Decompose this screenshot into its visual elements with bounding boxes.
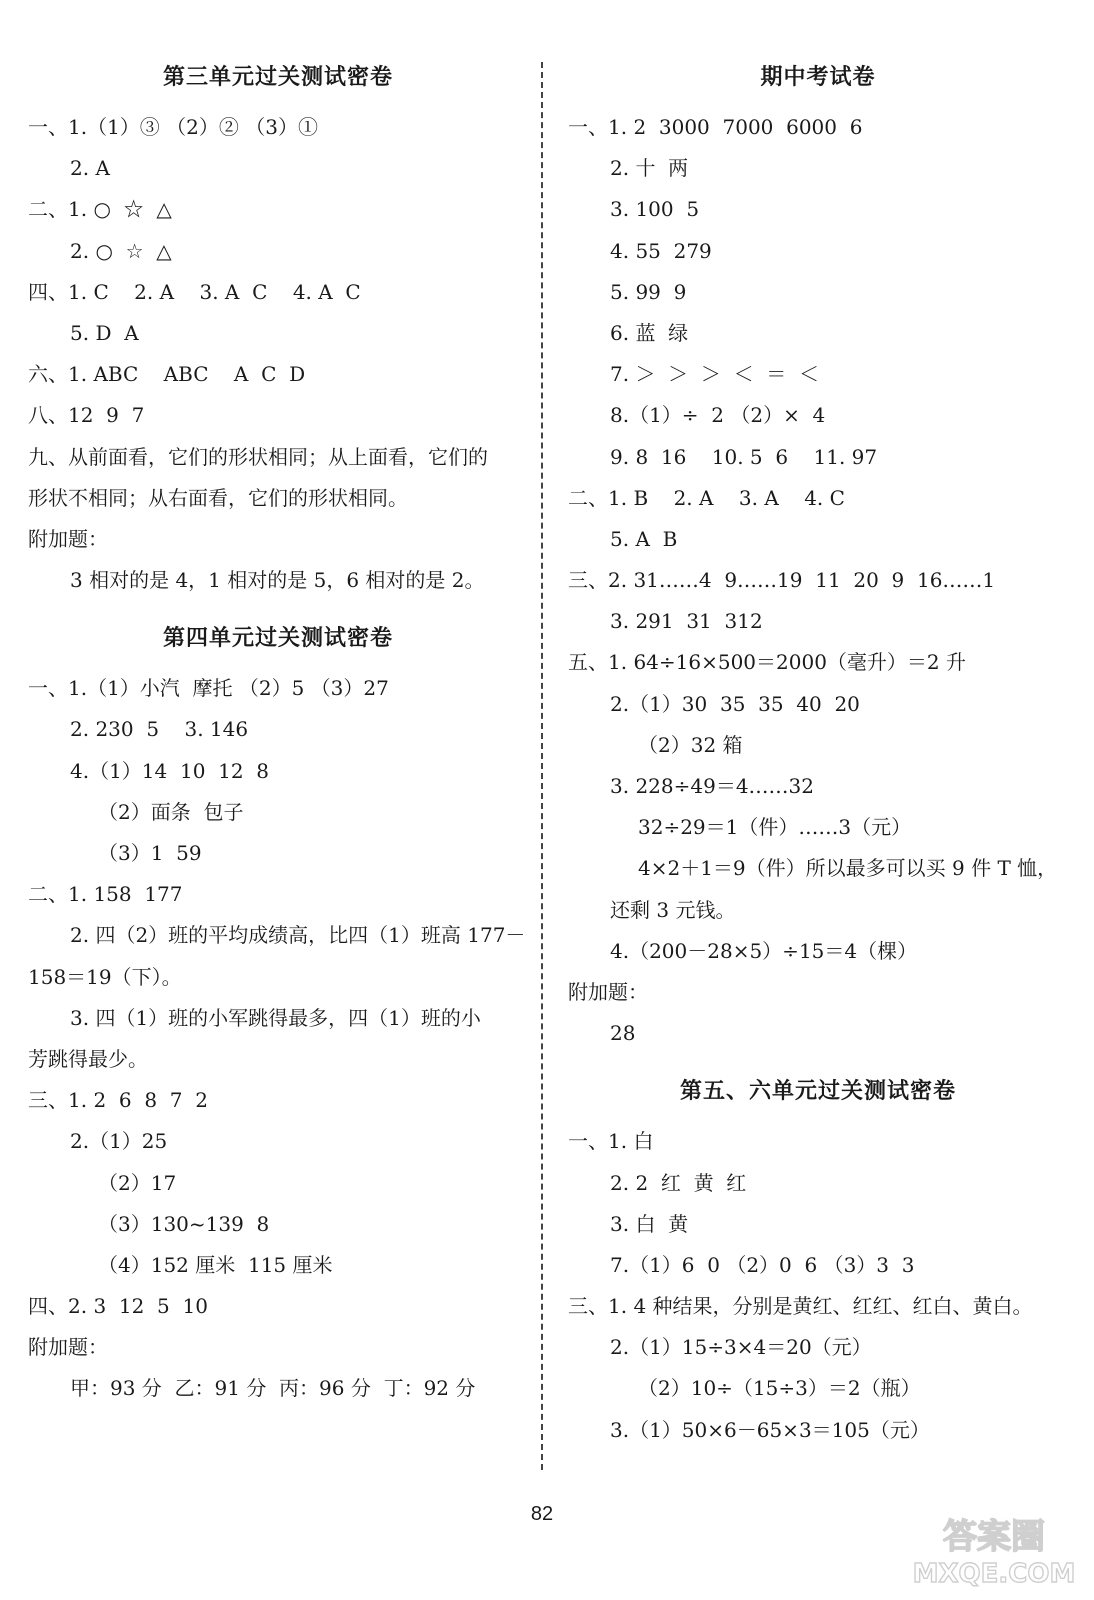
answer-line: 6. 蓝 绿 xyxy=(610,320,689,345)
answer-line: 9. 8 16 10. 5 6 11. 97 xyxy=(610,444,878,469)
answer-line: （2）10÷（15÷3）＝2（瓶） xyxy=(638,1376,921,1401)
answer-line: 2. 四（2）班的平均成绩高，比四（1）班高 177－ xyxy=(70,923,526,948)
answer-line: 四、2. 3 12 5 10 xyxy=(28,1294,208,1319)
answer-line: （3）1 59 xyxy=(98,841,202,865)
answer-line: 4.（1）14 10 12 8 xyxy=(70,758,270,783)
section-title: 第四单元过关测试密卷 xyxy=(162,626,393,652)
answer-line: 2.（1）15÷3×4＝20（元） xyxy=(610,1335,872,1360)
answer-line: 5. 99 9 xyxy=(610,279,687,304)
answer-line: 还剩 3 元钱。 xyxy=(610,897,736,922)
answer-line: 一、1. 2 3000 7000 6000 6 xyxy=(568,115,863,139)
answer-line: 8.（1）÷ 2 （2）× 4 xyxy=(610,403,826,428)
answer-line: 一、1. 白 xyxy=(568,1129,654,1154)
answer-line: 八、12 9 7 xyxy=(28,403,145,428)
answer-line: 二、1. ○ ☆ △ xyxy=(28,197,172,222)
answer-line: 四、1. C 2. A 3. A C 4. A C xyxy=(28,279,361,304)
answer-line: 3.（1）50×6－65×3＝105（元） xyxy=(610,1417,930,1442)
answer-line: 2. 十 两 xyxy=(610,156,689,181)
answer-line: 2. A xyxy=(70,156,110,181)
column-divider xyxy=(541,62,543,1470)
answer-line: 3. 100 5 xyxy=(610,197,700,222)
answer-line: 九、从前面看，它们的形状相同；从上面看，它们的 xyxy=(28,444,488,469)
answer-line: 4×2＋1＝9（件）所以最多可以买 9 件 T 恤， xyxy=(638,856,1058,881)
answer-line: 3 相对的是 4，1 相对的是 5，6 相对的是 2。 xyxy=(70,568,485,593)
answer-line: 2. 2 红 黄 红 xyxy=(610,1170,747,1195)
answer-line: 28 xyxy=(610,1021,636,1046)
answer-line: 2. ○ ☆ △ xyxy=(70,238,172,263)
watermark-top-text: 答案圈 xyxy=(943,1517,1045,1557)
answer-line: 4. 55 279 xyxy=(610,238,712,263)
answer-line: （4）152 厘米 115 厘米 xyxy=(98,1252,333,1277)
answer-line: 5. A B xyxy=(610,526,678,551)
left-column xyxy=(28,58,528,1410)
answer-line: 附加题： xyxy=(568,979,648,1004)
answer-line: 二、1. 158 177 xyxy=(28,882,183,907)
answer-line: 7.（1）6 0 （2）0 6 （3）3 3 xyxy=(610,1252,915,1277)
answer-line: 158＝19（下）。 xyxy=(28,964,182,989)
answer-line: 附加题： xyxy=(28,1335,108,1360)
answer-line: 32÷29＝1（件）……3（元） xyxy=(638,815,912,840)
watermark-logo xyxy=(904,1510,1084,1592)
answer-line: 4.（200－28×5）÷15＝4（棵） xyxy=(610,938,918,963)
answer-line: 3. 291 31 312 xyxy=(610,609,763,634)
section-title: 期中考试卷 xyxy=(760,65,876,90)
right-column xyxy=(568,58,1068,1451)
answer-line: 2.（1）25 xyxy=(70,1129,168,1154)
page-number: 82 xyxy=(530,1503,554,1525)
answer-line: 3. 四（1）班的小军跳得最多，四（1）班的小 xyxy=(70,1005,481,1030)
answer-line: 甲：93 分 乙：91 分 丙：96 分 丁：92 分 xyxy=(70,1376,476,1401)
answer-line: 5. D A xyxy=(70,320,139,345)
watermark-bottom-text: MXQE.COM xyxy=(912,1559,1076,1589)
section-title: 第五、六单元过关测试密卷 xyxy=(679,1079,956,1105)
answer-line: （2）32 箱 xyxy=(638,732,743,757)
answer-line: 一、1.（1）③ （2）② （3）① xyxy=(28,115,318,139)
answer-line: 三、1. 4 种结果，分别是黄红、红红、红白、黄白。 xyxy=(568,1294,1033,1319)
answer-line: 形状不相同；从右面看，它们的形状相同。 xyxy=(28,485,408,510)
answer-line: 3. 228÷49＝4……32 xyxy=(610,774,814,798)
answer-line: 附加题： xyxy=(28,526,108,551)
answer-line: 2.（1）30 35 35 40 20 xyxy=(610,691,860,716)
answer-line: 7. ＞ ＞ ＞ ＜ ＝ ＜ xyxy=(610,362,820,387)
answer-line: 三、2. 31……4 9……19 11 20 9 16……1 xyxy=(568,568,996,593)
answer-line: 五、1. 64÷16×500＝2000（毫升）＝2 升 xyxy=(568,650,967,675)
answer-line: 3. 白 黄 xyxy=(610,1211,689,1236)
answer-line: （3）130~139 8 xyxy=(98,1211,270,1236)
answer-line: 六、1. ABC ABC A C D xyxy=(28,362,306,387)
answer-line: 三、1. 2 6 8 7 2 xyxy=(28,1088,208,1113)
answer-line: 芳跳得最少。 xyxy=(28,1046,148,1071)
section-title: 第三单元过关测试密卷 xyxy=(162,65,393,90)
answer-line: （2）面条 包子 xyxy=(98,799,244,824)
answer-line: （2）17 xyxy=(98,1170,177,1195)
answer-line: 一、1.（1）小汽 摩托 （2）5 （3）27 xyxy=(28,676,389,701)
answer-line: 2. 230 5 3. 146 xyxy=(70,717,249,742)
answer-line: 二、1. B 2. A 3. A 4. C xyxy=(568,485,845,510)
